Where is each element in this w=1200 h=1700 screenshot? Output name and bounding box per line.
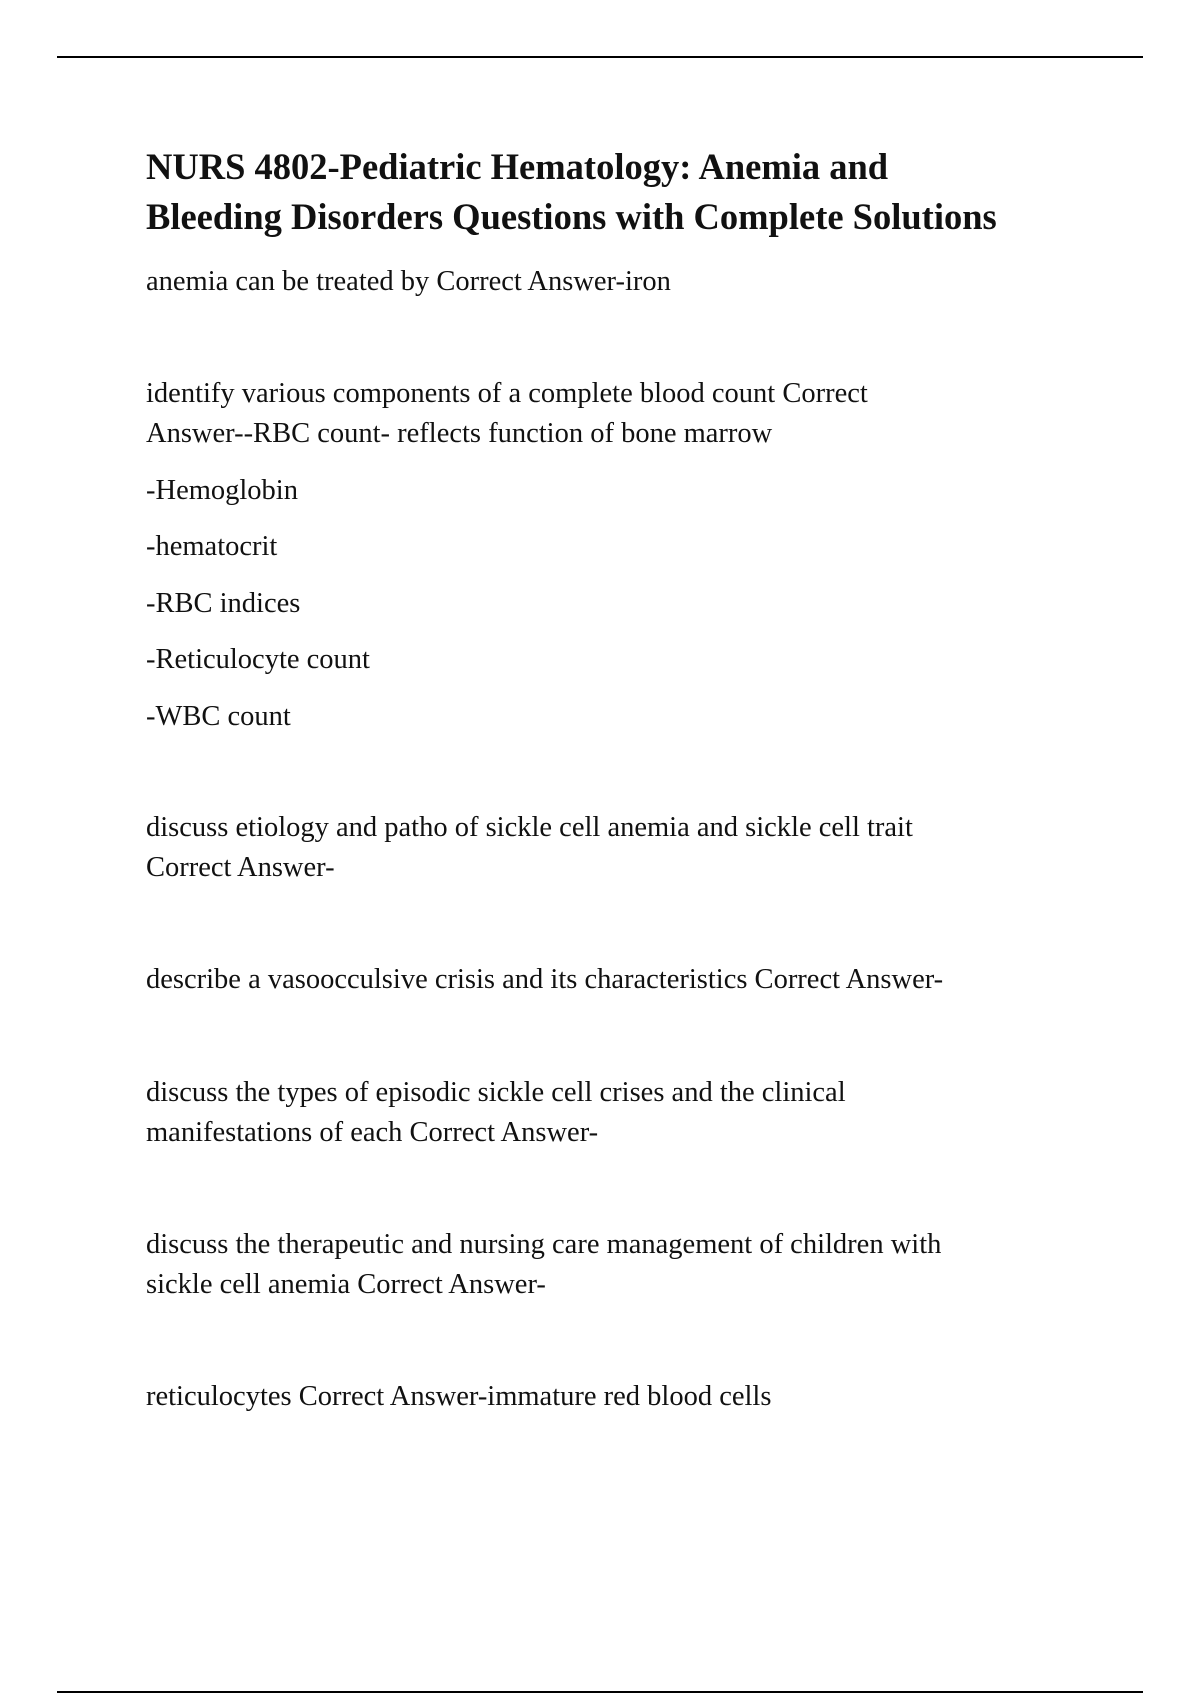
- question-episodic-crises-line-1: discuss the types of episodic sickle cell crises and the clinical: [146, 1077, 846, 1108]
- cbc-item-wbc-count: -WBC count: [146, 701, 291, 732]
- document-title: [146, 142, 1106, 242]
- question-sickle-cell-etiology-line-2: Correct Answer-: [146, 852, 335, 883]
- title-line-2: Bleeding Disorders Questions with Complete Solutions: [146, 196, 997, 237]
- question-nursing-care-line-2: sickle cell anemia Correct Answer-: [146, 1269, 546, 1300]
- cbc-item-hematocrit: -hematocrit: [146, 531, 278, 562]
- cbc-item-hemoglobin: -Hemoglobin: [146, 475, 298, 506]
- question-episodic-crises-line-2: manifestations of each Correct Answer-: [146, 1117, 599, 1148]
- cbc-item-reticulocyte-count: -Reticulocyte count: [146, 644, 370, 675]
- question-cbc-components-line-2: Answer--RBC count- reflects function of bone marrow: [146, 418, 773, 449]
- top-divider: [57, 56, 1143, 58]
- question-nursing-care-line-1: discuss the therapeutic and nursing care management of children with: [146, 1229, 942, 1260]
- question-sickle-cell-etiology-line-1: discuss etiology and patho of sickle cell anemia and sickle cell trait: [146, 812, 913, 843]
- bottom-divider: [57, 1691, 1143, 1693]
- title-line-1: NURS 4802-Pediatric Hematology: Anemia and: [146, 146, 889, 187]
- question-anemia-treatment: anemia can be treated by Correct Answer-iron: [146, 266, 671, 297]
- question-reticulocytes: reticulocytes Correct Answer-immature red blood cells: [146, 1381, 772, 1412]
- question-cbc-components-line-1: identify various components of a complete blood count Correct: [146, 378, 868, 409]
- question-vasoocclusive-crisis: describe a vasoocculsive crisis and its characteristics Correct Answer-: [146, 964, 944, 995]
- cbc-item-rbc-indices: -RBC indices: [146, 588, 301, 619]
